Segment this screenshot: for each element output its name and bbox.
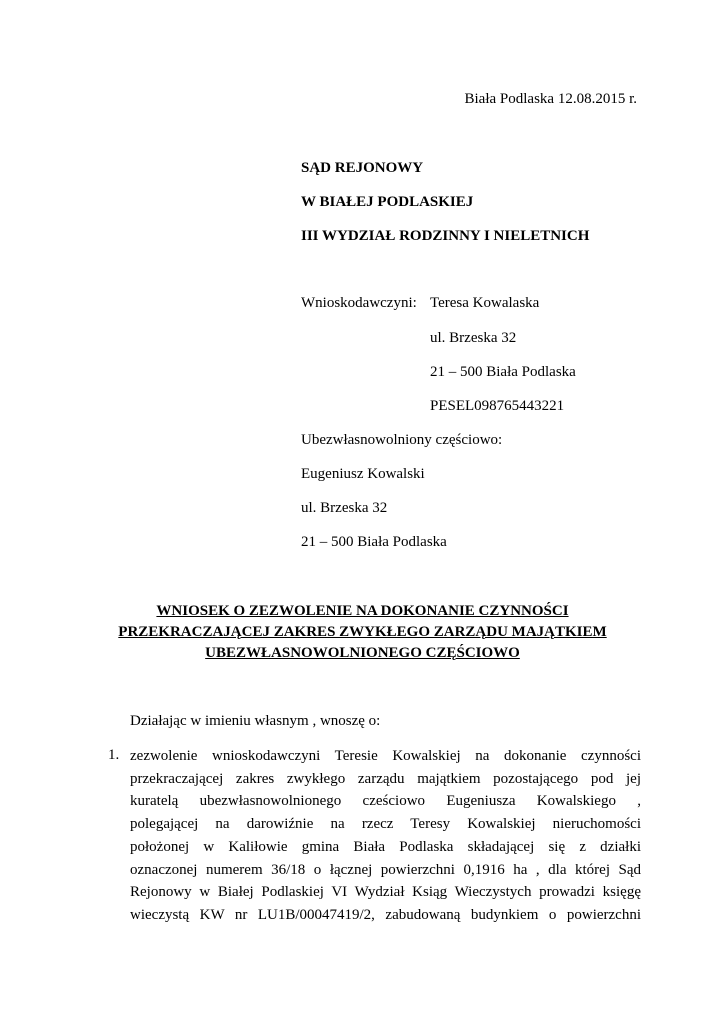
paragraph-line: położonej w Kaliłowie gmina Biała Podlaska składającej się z działki — [130, 838, 641, 855]
court-name-line-1: SĄD REJONOWY — [301, 160, 424, 176]
paragraph-line: przekraczającej zakres zwykłego zarządu majątkiem pozostającego pod jej — [130, 770, 641, 787]
document-title-line-1: WNIOSEK O ZEZWOLENIE NA DOKONANIE CZYNNOŚCI — [156, 603, 569, 619]
paragraph-line: kuratelą ubezwłasnowolnionego cześciowo Eugeniusza Kowalskiego , — [130, 793, 641, 810]
list-item-paragraph — [130, 745, 641, 927]
applicant-street: ul. Brzeska 32 — [430, 330, 517, 346]
incapacitated-label: Ubezwłasnowolniony częściowo: — [301, 432, 503, 448]
document-title-line-3: UBEZWŁASNOWOLNIONEGO CZĘŚCIOWO — [205, 645, 520, 661]
paragraph-line: zezwolenie wnioskodawczyni Teresie Kowalskiej na dokonanie czynności — [130, 748, 641, 764]
applicant-pesel: PESEL098765443221 — [430, 398, 565, 414]
incapacitated-name: Eugeniusz Kowalski — [301, 466, 425, 482]
court-name-line-2: W BIAŁEJ PODLASKIEJ — [301, 194, 474, 210]
court-name-line-3: III WYDZIAŁ RODZINNY I NIELETNICH — [301, 228, 590, 244]
paragraph-line: wieczystą KW nr LU1B/00047419/2, zabudowaną budynkiem o powierzchni — [130, 906, 641, 923]
intro-sentence: Działając w imieniu własnym , wnoszę o: — [130, 713, 381, 729]
paragraph-line: oznaczonej numerem 36/18 o łącznej powierzchni 0,1916 ha , dla której Sąd — [130, 861, 641, 878]
paragraph-line: polegającej na darowiźnie na rzecz Teresy Kowalskiej nieruchomości — [130, 816, 641, 833]
applicant-city: 21 – 500 Biała Podlaska — [430, 364, 576, 380]
document-title-line-2: PRZEKRACZAJĄCEJ ZAKRES ZWYKŁEGO ZARZĄDU MAJĄTKIEM — [118, 624, 607, 640]
applicant-name: Teresa Kowalaska — [430, 295, 540, 311]
applicant-label: Wnioskodawczyni: — [301, 295, 417, 311]
incapacitated-street: ul. Brzeska 32 — [301, 500, 388, 516]
paragraph-line: Rejonowy w Białej Podlaskiej VI Wydział Ksiąg Wieczystych prowadzi księgę — [130, 884, 641, 901]
date-line: Biała Podlaska 12.08.2015 r. — [464, 91, 637, 107]
incapacitated-city: 21 – 500 Biała Podlaska — [301, 534, 447, 550]
list-item-number: 1. — [108, 747, 120, 763]
document-title — [90, 601, 635, 664]
